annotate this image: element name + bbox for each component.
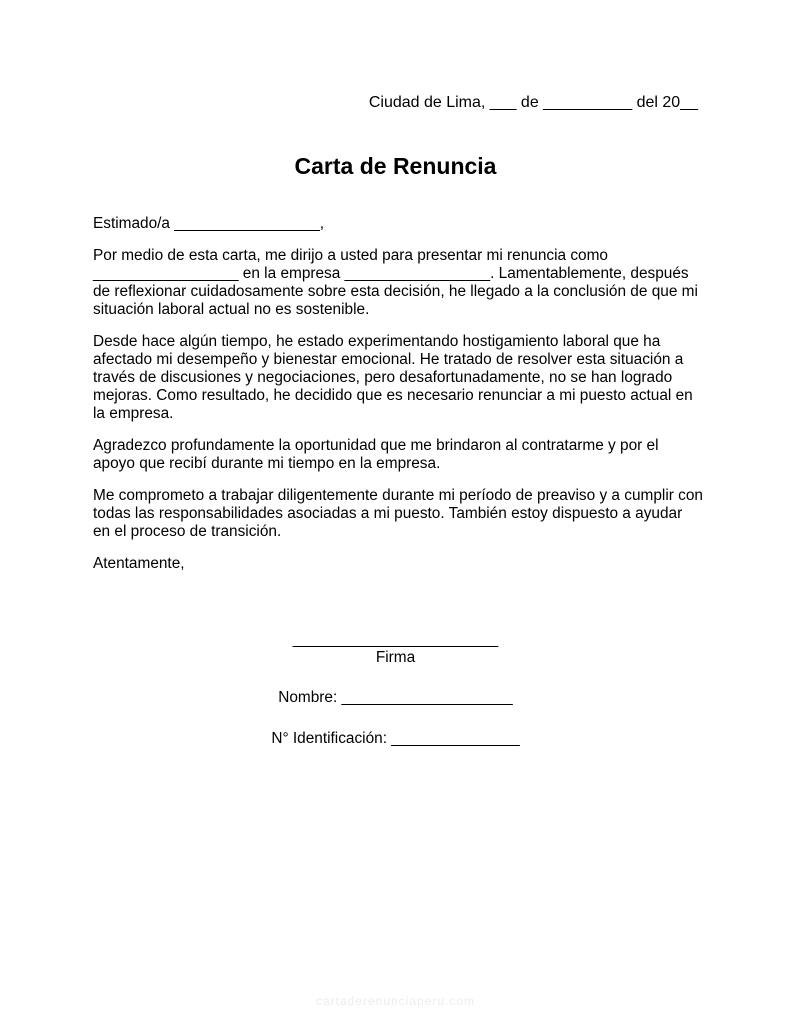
signature-line: ________________________ [292, 631, 499, 648]
watermark: cartaderenunciaperu.com [315, 994, 476, 1008]
signature-label: Firma [375, 649, 416, 666]
paragraph-reason: Desde hace algún tiempo, he estado experimentando hostigamiento laboral que ha afectado mi desempeño y bienestar emocional. He tratado de resolver esta situación a través de discusiones y negociaciones, pero desafortunadamente, no se han logrado mejoras. Como resultado, he decidido que es necesario renunciar a mi puesto actual en la empresa. [93, 333, 693, 422]
id-field: N° Identificación: _______________ [271, 730, 520, 747]
signature-block [0, 631, 791, 771]
date-line: Ciudad de Lima, ___ de __________ del 20__ [368, 94, 698, 111]
paragraph-intro: Por medio de esta carta, me dirijo a usted para presentar mi renuncia como _________________ en la empresa _________________. Lamentablemente, después de reflexionar cuidadosamente sobre esta decisión, he llegado a la conclusión de que mi situación laboral actual no es sostenible. [93, 247, 698, 318]
name-field: Nombre: ____________________ [278, 689, 513, 706]
paragraph-commitment: Me comprometo a trabajar diligentemente durante mi período de preaviso y a cumplir con todas las responsabilidades asociadas a mi puesto. También estoy dispuesto a ayudar en el proceso de transición. [93, 487, 703, 540]
paragraph-thanks: Agradezco profundamente la oportunidad que me brindaron al contratarme y por el apoyo que recibí durante mi tiempo en la empresa. [93, 437, 659, 472]
greeting: Estimado/a _________________, [93, 215, 325, 232]
letter-body [93, 215, 703, 587]
closing: Atentamente, [93, 555, 185, 572]
document-title: Carta de Renuncia [294, 153, 497, 179]
